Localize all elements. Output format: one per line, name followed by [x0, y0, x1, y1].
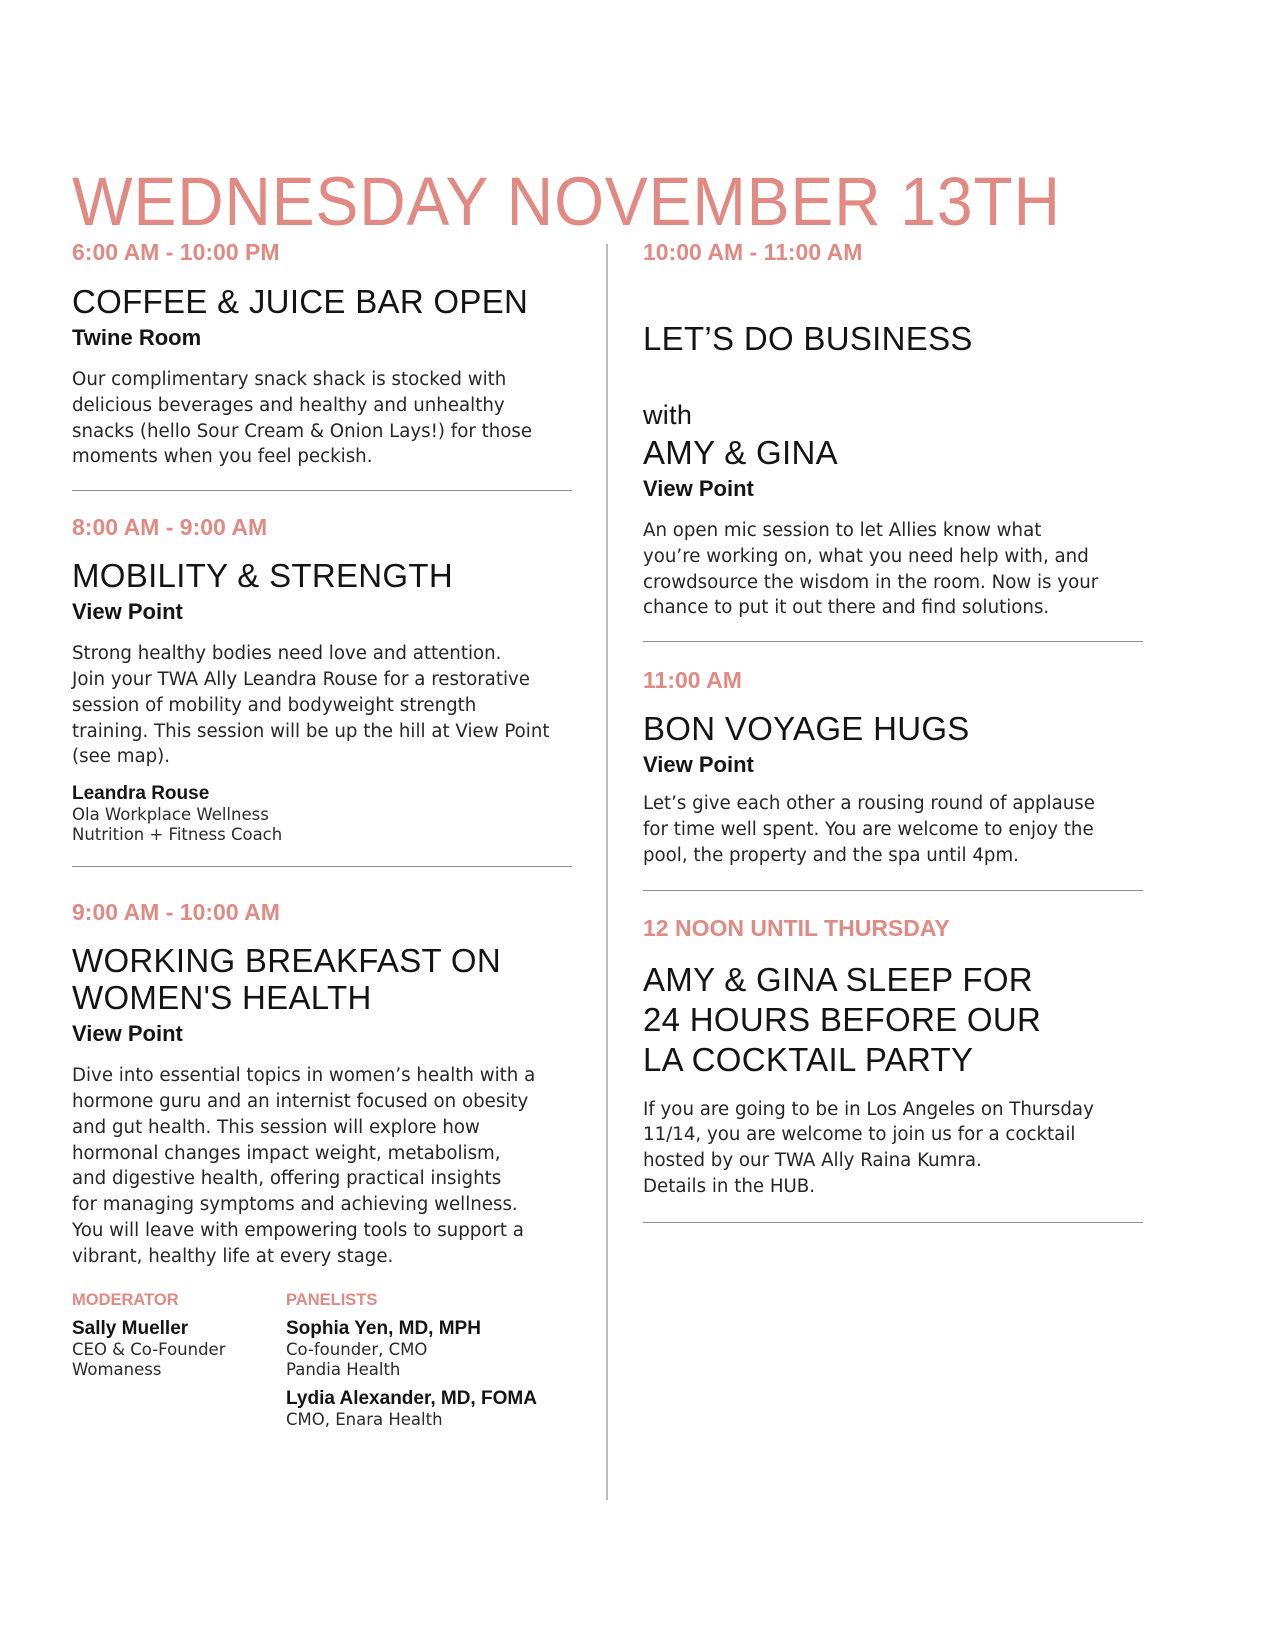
moderator-title: CEO & Co-Founder	[72, 1339, 226, 1359]
section-divider	[643, 641, 1143, 642]
event-time: 9:00 AM - 10:00 AM	[72, 899, 280, 926]
panelist	[286, 1388, 572, 1430]
event-mobility-strength	[72, 513, 572, 845]
speaker-block	[72, 783, 572, 845]
event-title: COFFEE & JUICE BAR OPEN	[72, 283, 529, 320]
right-column	[643, 238, 1143, 1223]
event-description: Our complimentary snack shack is stocked with delicious beverages and healthy and unhealthy snacks (hello Sour Cream & Onion Lays!) for those moments when you feel peckish.	[72, 369, 533, 468]
moderator-label: MODERATOR	[72, 1290, 179, 1309]
event-description: An open mic session to let Allies know what you’re working on, what you need help with, and crowdsource the wisdom in the room. Now is your chance to put it out there and find solutions.	[643, 520, 1099, 619]
event-title: MOBILITY & STRENGTH	[72, 557, 453, 595]
event-title-line1: LET’S DO BUSINESS	[643, 320, 973, 357]
panelist-company: Pandia Health	[286, 1359, 401, 1379]
event-title: BON VOYAGE HUGS	[643, 710, 970, 748]
moderator-block	[72, 1290, 286, 1430]
panelists-label: PANELISTS	[286, 1290, 378, 1309]
section-divider	[643, 890, 1143, 891]
panelist-title: CMO, Enara Health	[286, 1409, 443, 1429]
panelist-name: Lydia Alexander, MD, FOMA	[286, 1387, 537, 1409]
section-divider	[72, 866, 572, 867]
event-time: 6:00 AM - 10:00 PM	[72, 239, 280, 265]
event-time: 12 NOON UNTIL THURSDAY	[643, 914, 950, 941]
event-venue: View Point	[72, 1021, 183, 1047]
event-venue: Twine Room	[72, 325, 202, 350]
speaker-company: Ola Workplace Wellness	[72, 805, 269, 825]
left-column	[72, 238, 572, 1430]
event-venue: View Point	[72, 599, 183, 625]
event-venue: View Point	[643, 476, 754, 501]
event-description: Let’s give each other a rousing round of applause for time well spent. You are welcome to enjoy the pool, the property and the spa until 4pm.	[643, 793, 1095, 866]
panelists-block	[286, 1290, 572, 1430]
event-time: 8:00 AM - 9:00 AM	[72, 514, 268, 541]
moderator-name: Sally Mueller	[72, 1317, 189, 1339]
event-title: WORKING BREAKFAST ON WOMEN'S HEALTH	[72, 942, 501, 1017]
event-lets-do-business	[643, 238, 1143, 621]
speaker-name: Leandra Rouse	[72, 783, 210, 805]
event-coffee-juice-bar	[72, 238, 572, 470]
section-divider	[72, 490, 572, 491]
event-working-breakfast	[72, 898, 572, 1429]
event-title-line2: AMY & GINA	[643, 434, 838, 471]
event-sleep-before-party	[643, 914, 1143, 1200]
section-divider	[643, 1222, 1143, 1223]
event-description: If you are going to be in Los Angeles on Thursday 11/14, you are welcome to join us for a cocktail hosted by our TWA Ally Raina Kumra. Details in the HUB.	[643, 1098, 1094, 1197]
column-divider	[606, 244, 608, 1500]
event-title	[643, 283, 1143, 471]
event-time: 10:00 AM - 11:00 AM	[643, 239, 863, 265]
speaker-role: Nutrition + Fitness Coach	[72, 825, 283, 845]
event-description: Strong healthy bodies need love and attention. Join your TWA Ally Leandra Rouse for a restorative session of mobility and bodyweight strength training. This session will be up the hill at View Point (see map).	[72, 643, 550, 768]
event-time: 11:00 AM	[643, 667, 742, 694]
event-title: AMY & GINA SLEEP FOR 24 HOURS BEFORE OUR LA COCKTAIL PARTY	[643, 960, 1042, 1078]
page-title: WEDNESDAY NOVEMBER 13TH	[72, 163, 1061, 241]
panelist-title: Co-founder, CMO	[286, 1339, 428, 1359]
panelist-name: Sophia Yen, MD, MPH	[286, 1317, 481, 1339]
participants	[72, 1290, 572, 1430]
event-venue: View Point	[643, 752, 754, 778]
event-bon-voyage	[643, 666, 1143, 868]
event-title-with: with	[643, 400, 693, 430]
moderator-company: Womaness	[72, 1359, 162, 1379]
event-description: Dive into essential topics in women’s health with a hormone guru and an internist focused on obesity and gut health. This session will explore how hormonal changes impact weight, metabolism, and digestive health, offering practical insights for managing symptoms and achieving wellness. You will leave with empowering tools to support a vibrant, healthy life at every stage.	[72, 1065, 536, 1267]
panelist	[286, 1318, 572, 1380]
